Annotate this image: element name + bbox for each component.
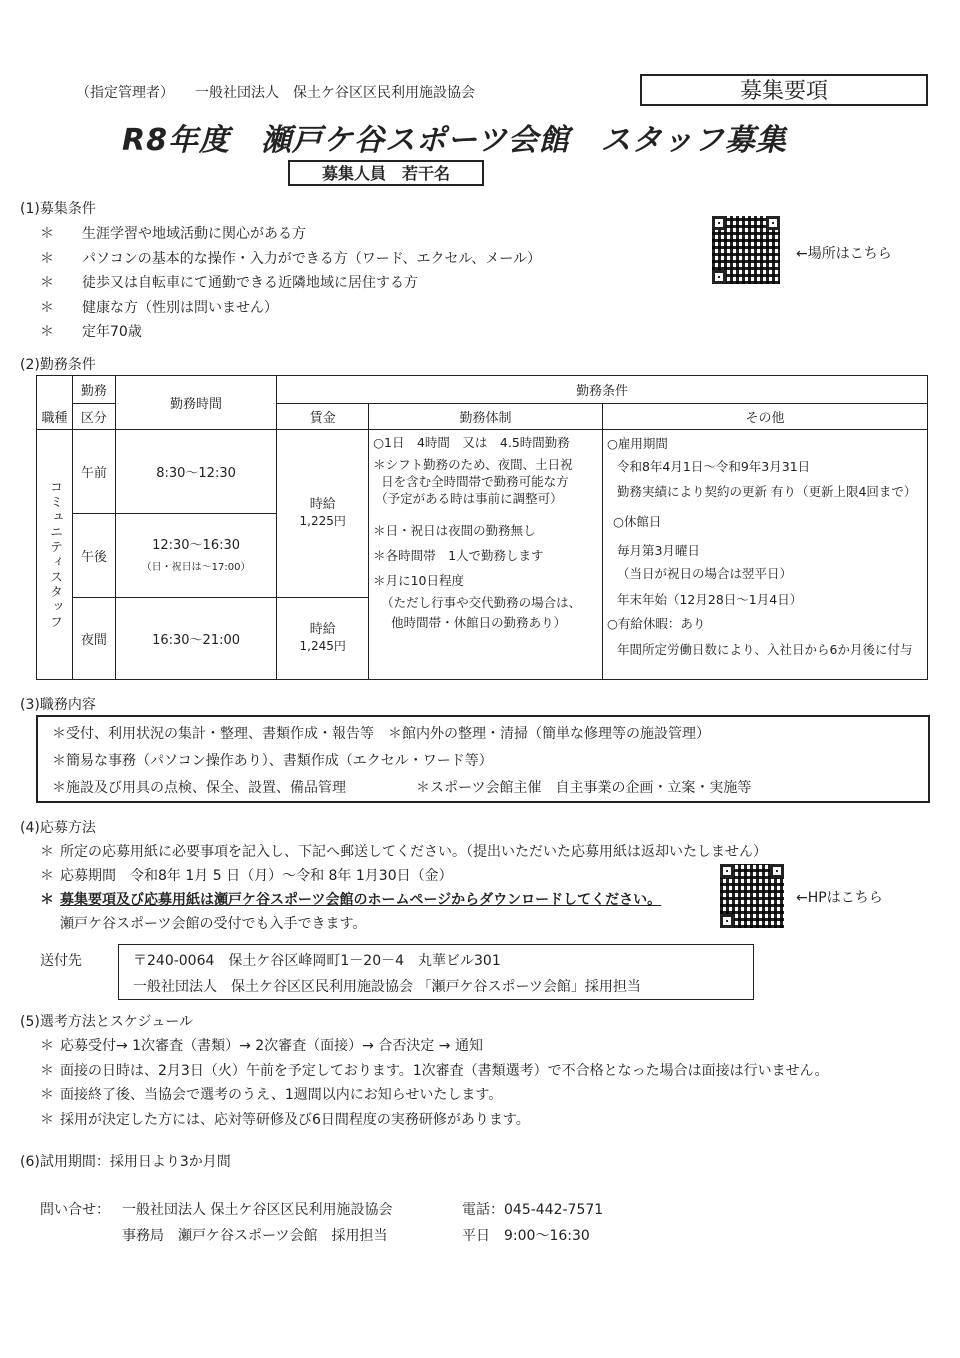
duties-box <box>36 715 930 803</box>
shift-time: 8:30～12:30 <box>115 430 277 514</box>
job-name: コミュニティスタッフ <box>46 479 62 630</box>
shift-name: 午後 <box>72 514 115 598</box>
homepage-qr-code[interactable] <box>720 864 784 928</box>
list-item: ＊ 健康な方（性別は問いません） <box>40 299 278 316</box>
list-item: ＊ 募集要項及び応募用紙は瀬戸ケ谷スポーツ会館のホームページからダウンロードしてください。 <box>40 892 662 908</box>
list-item: ＊ 応募期間 令和8年 1月 5 日（月）～令和 8年 1月30日（金） <box>40 868 453 884</box>
other-line: （当日が祝日の場合は翌平日） <box>616 566 792 581</box>
other-line: ○雇用期間 <box>606 436 668 451</box>
wage-value: 1,225円 <box>299 514 346 529</box>
other-line: 令和8年4月1日～令和9年3月31日 <box>616 458 811 474</box>
list-item: ＊ 応募受付→ 1次審査（書類）→ 2次審査（面接）→ 合否決定 → 通知 <box>40 1038 483 1054</box>
col-other-header: その他 <box>602 404 927 430</box>
address-line: 〒240-0064 保土ケ谷区峰岡町1－20－4 丸華ビル301 <box>133 953 501 969</box>
system-line: ○1日 4時間 又は 4.5時間勤務 <box>373 435 570 450</box>
address-line: 一般社団法人 保土ケ谷区区民利用施設協会 「瀬戸ケ谷スポーツ会館」採用担当 <box>133 979 641 995</box>
list-item: ＊ 採用が決定した方には、応対等研修及び6日間程度の実務研修があります。 <box>40 1111 530 1128</box>
list-item: ＊ 定年70歳 <box>40 324 142 340</box>
section-1-heading: (1)募集条件 <box>20 201 96 217</box>
shift-note: （日・祝日は～17:00） <box>141 562 251 574</box>
manager-line: （指定管理者） 一般社団法人 保土ケ谷区区民利用施設協会 <box>76 85 475 101</box>
conditions-list <box>40 222 541 345</box>
system-line: 他時間帯・休館日の勤務あり） <box>391 614 567 630</box>
section-3-heading: (3)職務内容 <box>20 697 96 713</box>
list-item: 瀬戸ケ谷スポーツ会館の受付でも入手できます。 <box>60 916 367 932</box>
system-line: （ただし行事や交代勤務の場合は、 <box>381 594 582 610</box>
contact-label: 問い合せ： <box>40 1202 110 1218</box>
system-line: ＊各時間帯 1人で勤務します <box>373 547 544 563</box>
section-6-heading: (6)試用期間：採用日より3か月間 <box>20 1154 231 1170</box>
contact-phone: 電話：045-442-7571 <box>462 1202 604 1218</box>
system-line: ＊シフト勤務のため、夜間、土日祝 <box>373 457 573 472</box>
col-kinmu-header: 勤務 <box>72 376 115 404</box>
wage-label: 時給 <box>309 622 336 638</box>
section-5-heading: (5)選考方法とスケジュール <box>20 1014 193 1030</box>
wage-label: 時給 <box>309 497 336 513</box>
send-to-label: 送付先 <box>40 953 82 969</box>
shift-time: 12:30～16:30 <box>152 537 241 553</box>
doc-type-box: 募集要項 <box>640 74 928 106</box>
work-conditions-table <box>36 375 928 680</box>
other-line: 年末年始（12月28日～1月4日） <box>616 591 803 607</box>
list-item: ＊ 面接終了後、当協会で選考のうえ、1週間以内にお知らせいたします。 <box>40 1087 503 1103</box>
col-system-header: 勤務体制 <box>369 404 603 430</box>
duty-line: ＊受付、利用状況の集計・整理、書類作成・報告等 ＊館内外の整理・清掃（簡単な修理等の施設管理） <box>52 726 710 742</box>
system-line: （予定がある時は事前に調整可） <box>375 490 563 506</box>
location-qr-label: ←場所はこちら <box>796 246 892 262</box>
shift-name: 午前 <box>72 430 115 514</box>
location-qr-code[interactable] <box>712 216 780 284</box>
contact-org: 一般社団法人 保土ケ谷区区民利用施設協会 <box>122 1202 393 1218</box>
section-2-heading: (2)勤務条件 <box>20 357 96 373</box>
shift-name: 夜間 <box>72 598 115 680</box>
system-line: ＊日・祝日は夜間の勤務無し <box>373 522 536 538</box>
list-item: ＊ 生涯学習や地域活動に関心がある方 <box>40 226 306 242</box>
system-line: ＊月に10日程度 <box>373 572 464 588</box>
list-item: ＊ 所定の応募用紙に必要事項を記入し、下記へ郵送してください。（提出いただいた応募用紙は返却いたしません） <box>40 844 767 860</box>
page-title: R8年度 瀬戸ケ谷スポーツ会館 スタッフ募集 <box>122 123 787 158</box>
headcount-box: 募集人員 若干名 <box>288 160 484 186</box>
other-line: ○有給休暇：あり <box>606 616 706 631</box>
address-box <box>118 944 754 1000</box>
list-item: ＊ パソコンの基本的な操作・入力ができる方（ワード、エクセル、メール） <box>40 250 542 267</box>
other-line: ○休館日 <box>612 513 662 529</box>
duty-line: ＊施設及び用具の点検、保全、設置、備品管理 ＊スポーツ会館主催 自主事業の企画・立案・実施等 <box>52 780 752 796</box>
col-wage-header: 賃金 <box>277 404 369 430</box>
col-job-header: 職種 <box>41 411 68 426</box>
schedule-list <box>40 1034 828 1132</box>
homepage-qr-label: ←HPはこちら <box>796 890 883 906</box>
other-line: 年間所定労働日数により、入社日から6か月後に付与 <box>616 641 913 657</box>
shift-time: 16:30～21:00 <box>115 598 277 680</box>
list-item: ＊ 徒歩又は自転車にて通勤できる近隣地域に居住する方 <box>40 275 418 291</box>
other-line: 勤務実績により契約の更新 有り（更新上限4回まで） <box>616 484 917 499</box>
contact-hours: 平日 9:00～16:30 <box>462 1228 590 1244</box>
col-time-header: 勤務時間 <box>115 376 277 430</box>
section-4-heading: (4)応募方法 <box>20 820 96 836</box>
wage-value: 1,245円 <box>299 639 346 654</box>
application-list <box>40 840 767 936</box>
system-line: 日を含む全時間帯で勤務可能な方 <box>381 473 569 489</box>
other-line: 毎月第3月曜日 <box>616 543 700 558</box>
col-conditions-header: 勤務条件 <box>277 376 928 404</box>
duty-line: ＊簡易な事務（パソコン操作あり）、書類作成（エクセル・ワード等） <box>52 753 493 769</box>
col-kubun-header: 区分 <box>72 404 115 430</box>
list-item: ＊ 面接の日時は、2月3日（火）午前を予定しております。1次審査（書類選考）で不合格となった場合は面接は行いません。 <box>40 1062 829 1079</box>
contact-office: 事務局 瀬戸ケ谷スポーツ会館 採用担当 <box>122 1228 388 1244</box>
